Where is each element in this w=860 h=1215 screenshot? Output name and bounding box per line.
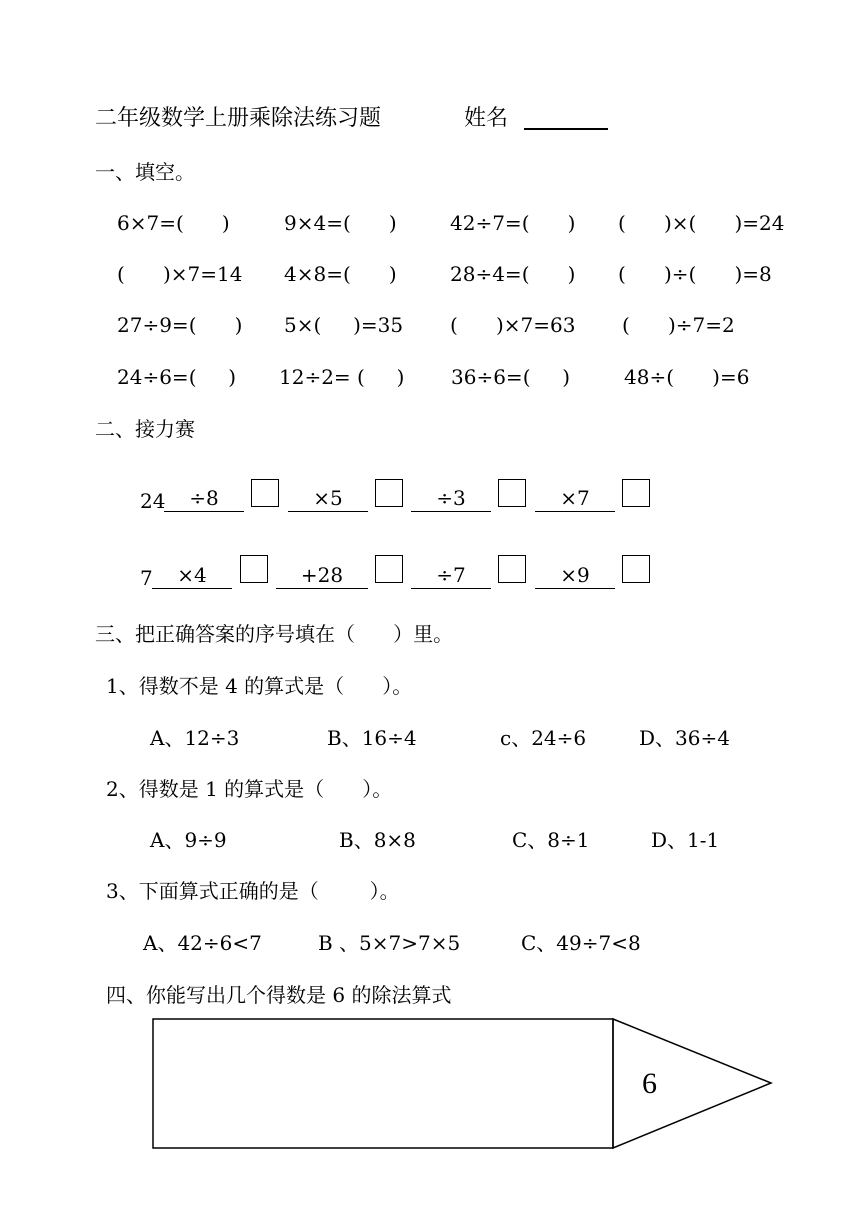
fill-blank-item: 28÷4=( ) (450, 262, 576, 286)
option-c: C、49÷7<8 (521, 931, 641, 955)
fill-blank-item: 48÷( )=6 (624, 365, 750, 389)
question-text: 2、得数是 1 的算式是（ ）。 (106, 777, 393, 801)
question-text: 3、下面算式正确的是（ ）。 (106, 879, 400, 903)
page-title: 二年级数学上册乘除法练习题 (95, 106, 382, 131)
option-b: B 、5×7>7×5 (318, 931, 461, 955)
relay-operation: ×5 (288, 485, 368, 512)
relay-operation: ÷3 (411, 485, 491, 512)
fill-blank-item: 6×7=( ) (117, 211, 230, 235)
name-label: 姓名 (464, 106, 509, 131)
relay-operation: ×4 (152, 562, 232, 589)
option-c: C、8÷1 (512, 828, 590, 852)
fill-blank-item: 9×4=( ) (284, 211, 397, 235)
question-text: 1、得数不是 4 的算式是（ ）。 (106, 674, 413, 698)
fill-blank-item: ( )×( )=24 (618, 211, 785, 235)
relay-operation: ×7 (535, 485, 615, 512)
fill-blank-item: 5×( )=35 (284, 313, 404, 337)
relay-start-number: 7 (140, 566, 153, 590)
option-c: c、24÷6 (500, 726, 587, 750)
option-b: B、16÷4 (327, 726, 417, 750)
option-b: B、8×8 (339, 828, 416, 852)
option-a: A、42÷6<7 (143, 931, 262, 955)
arrow-tip-triangle (613, 1019, 771, 1148)
section2-heading: 二、接力赛 (95, 417, 195, 441)
arrow-number: 6 (642, 1067, 657, 1100)
relay-operation: ÷7 (411, 562, 491, 589)
fill-blank-item: ( )×7=14 (117, 262, 243, 286)
fill-blank-item: 42÷7=( ) (450, 211, 576, 235)
fill-blank-item: 36÷6=( ) (451, 365, 571, 389)
section4-heading: 四、你能写出几个得数是 6 的除法算式 (106, 983, 452, 1007)
fill-blank-item: ( )÷7=2 (622, 313, 735, 337)
option-d: D、1-1 (651, 828, 720, 852)
fill-blank-item: 12÷2= ( ) (279, 365, 405, 389)
relay-start-number: 24 (140, 489, 166, 513)
option-a: A、12÷3 (150, 726, 240, 750)
fill-blank-item: 24÷6=( ) (117, 365, 237, 389)
relay-operation: ×9 (535, 562, 615, 589)
option-d: D、36÷4 (639, 726, 730, 750)
answer-area-box[interactable] (153, 1019, 613, 1148)
relay-operation: ÷8 (164, 485, 244, 512)
fill-blank-item: 27÷9=( ) (117, 313, 243, 337)
option-a: A、9÷9 (150, 828, 227, 852)
section3-heading: 三、把正确答案的序号填在（ ）里。 (95, 622, 454, 646)
section1-heading: 一、填空。 (95, 160, 195, 184)
fill-blank-item: 4×8=( ) (284, 262, 397, 286)
relay-operation: +28 (276, 562, 368, 589)
fill-blank-item: ( )÷( )=8 (618, 262, 772, 286)
fill-blank-item: ( )×7=63 (450, 313, 576, 337)
